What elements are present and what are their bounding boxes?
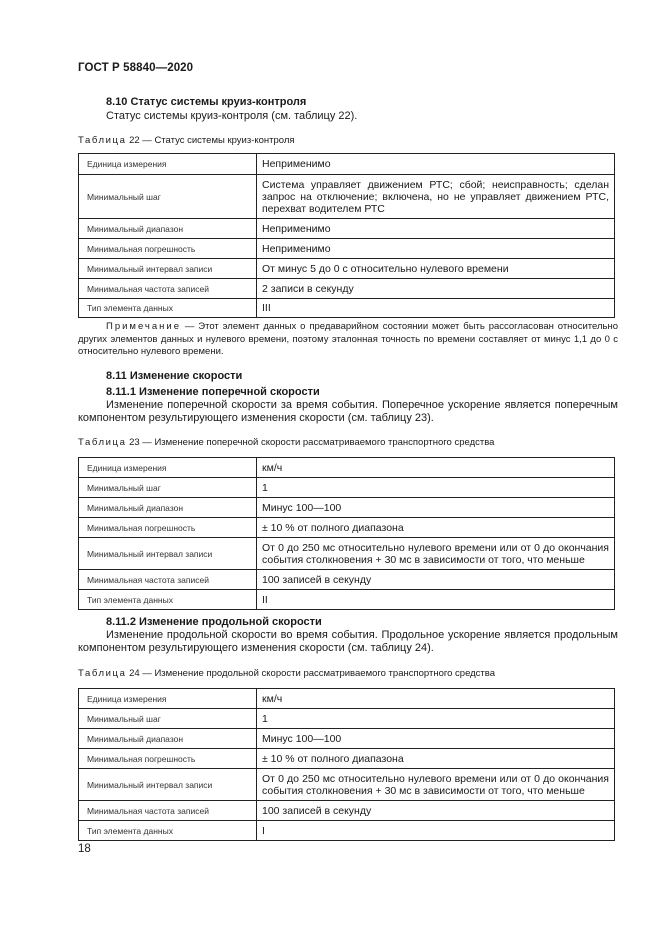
table-key: Минимальный диапазон bbox=[79, 498, 257, 518]
table-value: ± 10 % от полного диапазона bbox=[257, 518, 615, 538]
caption-prefix: Таблица bbox=[78, 135, 127, 146]
table-row bbox=[79, 478, 615, 498]
table-value: 1 bbox=[257, 478, 615, 498]
table-key: Единица измерения bbox=[79, 689, 257, 709]
table-key: Минимальная погрешность bbox=[79, 518, 257, 538]
table-row bbox=[79, 709, 615, 729]
table-row bbox=[79, 498, 615, 518]
table-key: Минимальный интервал записи bbox=[79, 769, 257, 801]
table-row bbox=[79, 299, 615, 318]
table-row bbox=[79, 175, 615, 219]
table-row bbox=[79, 590, 615, 610]
table-key: Минимальная погрешность bbox=[79, 239, 257, 259]
table-value: 1 bbox=[257, 709, 615, 729]
table-row bbox=[79, 729, 615, 749]
table-24-caption bbox=[78, 668, 618, 679]
table-value: 2 записи в секунду bbox=[257, 279, 615, 299]
caption-text: 24 — Изменение продольной скорости рассматриваемого транспортного средства bbox=[129, 668, 496, 679]
table-key: Минимальный диапазон bbox=[79, 729, 257, 749]
table-key: Минимальный интервал записи bbox=[79, 259, 257, 279]
table-row bbox=[79, 219, 615, 239]
section-8-10-intro: Статус системы круиз-контроля (см. таблицу 22). bbox=[106, 110, 358, 122]
table-row bbox=[79, 689, 615, 709]
caption-text: 23 — Изменение поперечной скорости рассматриваемого транспортного средства bbox=[129, 437, 495, 448]
table-value: Минус 100—100 bbox=[257, 498, 615, 518]
page-header: ГОСТ Р 58840—2020 bbox=[78, 62, 194, 74]
table-value: Минус 100—100 bbox=[257, 729, 615, 749]
table-value: 100 записей в секунду bbox=[257, 801, 615, 821]
table-key: Минимальный шаг bbox=[79, 175, 257, 219]
table-row bbox=[79, 518, 615, 538]
table-row bbox=[79, 821, 615, 841]
table-value: От 0 до 250 мс относительно нулевого времени или от 0 до окончания события столкновения + 30 мс в зависимости от того, что меньше bbox=[257, 769, 615, 801]
table-value: Неприменимо bbox=[257, 239, 615, 259]
section-heading-8-10: 8.10 Статус системы круиз-контроля bbox=[106, 96, 307, 108]
table-key: Тип элемента данных bbox=[79, 299, 257, 318]
table-value: ± 10 % от полного диапазона bbox=[257, 749, 615, 769]
table-key: Единица измерения bbox=[79, 458, 257, 478]
table-key: Минимальный интервал записи bbox=[79, 538, 257, 570]
table-row bbox=[79, 458, 615, 478]
table-23 bbox=[78, 457, 615, 610]
section-8-11-1-text: Изменение поперечной скорости за время события. Поперечное ускорение является поперечным компонентом результирующего изменения скорости (см. таблицу 23). bbox=[78, 399, 618, 424]
section-heading-8-11-2: 8.11.2 Изменение продольной скорости bbox=[106, 616, 322, 628]
section-8-11-2-text: Изменение продольной скорости во время события. Продольное ускорение является продольным компонентом результирующего изменения скорости (см. таблицу 24). bbox=[78, 629, 618, 654]
table-row bbox=[79, 538, 615, 570]
table-row bbox=[79, 239, 615, 259]
table-value: От минус 5 до 0 с относительно нулевого времени bbox=[257, 259, 615, 279]
table-value: III bbox=[257, 299, 615, 318]
table-row bbox=[79, 801, 615, 821]
table-row bbox=[79, 279, 615, 299]
table-22-caption bbox=[78, 135, 618, 146]
table-value: I bbox=[257, 821, 615, 841]
table-row bbox=[79, 749, 615, 769]
table-value: II bbox=[257, 590, 615, 610]
table-value: От 0 до 250 мс относительно нулевого времени или от 0 до окончания события столкновения + 30 мс в зависимости от того, что меньше bbox=[257, 538, 615, 570]
table-value: Неприменимо bbox=[257, 154, 615, 175]
note-text: — Этот элемент данных о предаварийном состоянии может быть рассогласован относительно других элементов данных и нулевого времени, поэтому эталонная точность по времени составляет от минус 1,1 до 0 с относительно нулевого времени. bbox=[78, 321, 618, 357]
caption-prefix: Таблица bbox=[78, 437, 127, 448]
table-key: Минимальный диапазон bbox=[79, 219, 257, 239]
table-key: Единица измерения bbox=[79, 154, 257, 175]
section-heading-8-11: 8.11 Изменение скорости bbox=[106, 370, 243, 382]
table-key: Минимальный шаг bbox=[79, 478, 257, 498]
page-number: 18 bbox=[78, 843, 91, 855]
table-value: км/ч bbox=[257, 689, 615, 709]
section-heading-8-11-1: 8.11.1 Изменение поперечной скорости bbox=[106, 386, 320, 398]
table-value: 100 записей в секунду bbox=[257, 570, 615, 590]
table-23-caption bbox=[78, 437, 618, 448]
table-value: Система управляет движением РТС; сбой; неисправность; сделан запрос на отключение; включена, но не управляет движением РТС, перехват водителем РТС bbox=[257, 175, 615, 219]
table-value: Неприменимо bbox=[257, 219, 615, 239]
table-value: км/ч bbox=[257, 458, 615, 478]
table-key: Минимальный шаг bbox=[79, 709, 257, 729]
caption-prefix: Таблица bbox=[78, 668, 127, 679]
table-24 bbox=[78, 688, 615, 841]
table-key: Минимальная частота записей bbox=[79, 279, 257, 299]
table-row bbox=[79, 570, 615, 590]
table-key: Минимальная погрешность bbox=[79, 749, 257, 769]
table-key: Минимальная частота записей bbox=[79, 801, 257, 821]
table-key: Тип элемента данных bbox=[79, 590, 257, 610]
table-22 bbox=[78, 153, 615, 318]
table-key: Тип элемента данных bbox=[79, 821, 257, 841]
table-22-note bbox=[78, 321, 618, 359]
table-row bbox=[79, 259, 615, 279]
note-label: Примечание bbox=[106, 321, 181, 332]
caption-text: 22 — Статус системы круиз-контроля bbox=[129, 135, 295, 146]
table-row bbox=[79, 154, 615, 175]
table-key: Минимальная частота записей bbox=[79, 570, 257, 590]
table-row bbox=[79, 769, 615, 801]
